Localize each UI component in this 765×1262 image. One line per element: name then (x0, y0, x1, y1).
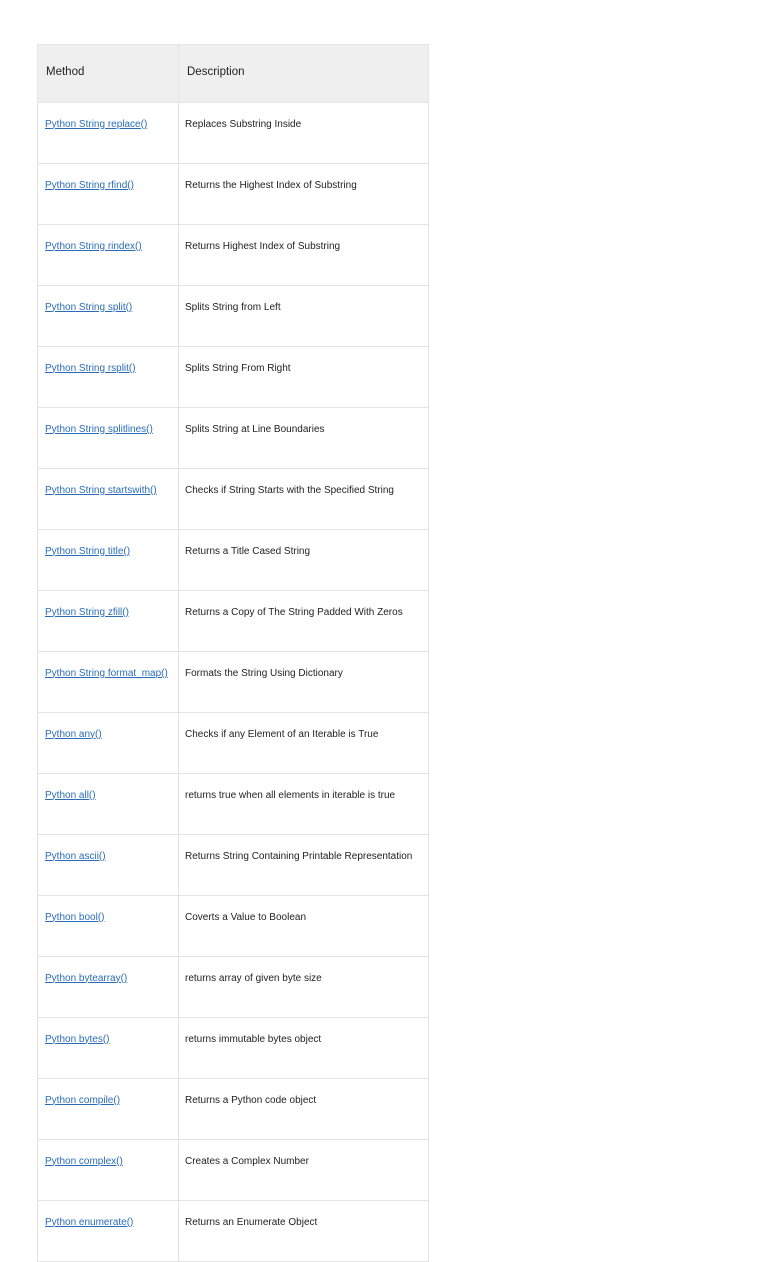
method-cell (38, 1079, 179, 1140)
method-cell (38, 347, 179, 408)
method-cell (38, 896, 179, 957)
method-cell (38, 835, 179, 896)
table-row (38, 896, 429, 957)
table-row (38, 347, 429, 408)
description-cell: Formats the String Using Dictionary (179, 652, 429, 713)
method-cell (38, 1018, 179, 1079)
method-cell (38, 957, 179, 1018)
table-row (38, 1018, 429, 1079)
method-link[interactable]: Python String format_map() (45, 667, 168, 679)
method-link[interactable]: Python bytearray() (45, 972, 128, 984)
method-link[interactable]: Python ascii() (45, 850, 106, 862)
method-link[interactable]: Python String split() (45, 301, 133, 313)
table-header-row (38, 45, 429, 103)
method-cell (38, 408, 179, 469)
table-row (38, 286, 429, 347)
method-cell (38, 591, 179, 652)
description-cell: Coverts a Value to Boolean (179, 896, 429, 957)
methods-table (37, 44, 429, 1262)
table-row (38, 530, 429, 591)
table-row (38, 408, 429, 469)
table-row (38, 1140, 429, 1201)
table-row (38, 1079, 429, 1140)
method-link[interactable]: Python all() (45, 789, 96, 801)
method-link[interactable]: Python String title() (45, 545, 131, 557)
description-cell: Creates a Complex Number (179, 1140, 429, 1201)
description-cell: Returns a Title Cased String (179, 530, 429, 591)
table-body (38, 103, 429, 1262)
method-link[interactable]: Python String splitlines() (45, 423, 153, 435)
method-cell (38, 1201, 179, 1262)
description-cell: Checks if any Element of an Iterable is True (179, 713, 429, 774)
table-row (38, 1201, 429, 1262)
table-row (38, 103, 429, 164)
description-cell: Returns String Containing Printable Representation (179, 835, 429, 896)
method-cell (38, 530, 179, 591)
table-row (38, 713, 429, 774)
table-row (38, 835, 429, 896)
method-cell (38, 225, 179, 286)
header-method: Method (38, 45, 179, 103)
method-cell (38, 164, 179, 225)
description-cell: Returns an Enumerate Object (179, 1201, 429, 1262)
method-link[interactable]: Python bool() (45, 911, 105, 923)
description-cell: returns array of given byte size (179, 957, 429, 1018)
header-description: Description (179, 45, 429, 103)
method-cell (38, 652, 179, 713)
method-link[interactable]: Python String replace() (45, 118, 148, 130)
table-row (38, 774, 429, 835)
method-cell (38, 713, 179, 774)
description-cell: Returns the Highest Index of Substring (179, 164, 429, 225)
description-cell: returns immutable bytes object (179, 1018, 429, 1079)
table-row (38, 225, 429, 286)
method-link[interactable]: Python String zfill() (45, 606, 129, 618)
description-cell: Returns Highest Index of Substring (179, 225, 429, 286)
method-link[interactable]: Python any() (45, 728, 102, 740)
method-link[interactable]: Python bytes() (45, 1033, 110, 1045)
table-row (38, 164, 429, 225)
method-cell (38, 1140, 179, 1201)
description-cell: Returns a Python code object (179, 1079, 429, 1140)
description-cell: Returns a Copy of The String Padded With Zeros (179, 591, 429, 652)
description-cell: Splits String from Left (179, 286, 429, 347)
method-link[interactable]: Python complex() (45, 1155, 123, 1167)
method-link[interactable]: Python compile() (45, 1094, 121, 1106)
method-cell (38, 469, 179, 530)
description-cell: Splits String at Line Boundaries (179, 408, 429, 469)
method-link[interactable]: Python String rfind() (45, 179, 134, 191)
description-cell: returns true when all elements in iterable is true (179, 774, 429, 835)
method-cell (38, 286, 179, 347)
method-link[interactable]: Python String startswith() (45, 484, 157, 496)
method-link[interactable]: Python enumerate() (45, 1216, 134, 1228)
table-row (38, 469, 429, 530)
table-row (38, 591, 429, 652)
method-cell (38, 103, 179, 164)
method-cell (38, 774, 179, 835)
table-row (38, 957, 429, 1018)
description-cell: Splits String From Right (179, 347, 429, 408)
method-link[interactable]: Python String rindex() (45, 240, 142, 252)
table-row (38, 652, 429, 713)
method-link[interactable]: Python String rsplit() (45, 362, 136, 374)
description-cell: Replaces Substring Inside (179, 103, 429, 164)
description-cell: Checks if String Starts with the Specified String (179, 469, 429, 530)
